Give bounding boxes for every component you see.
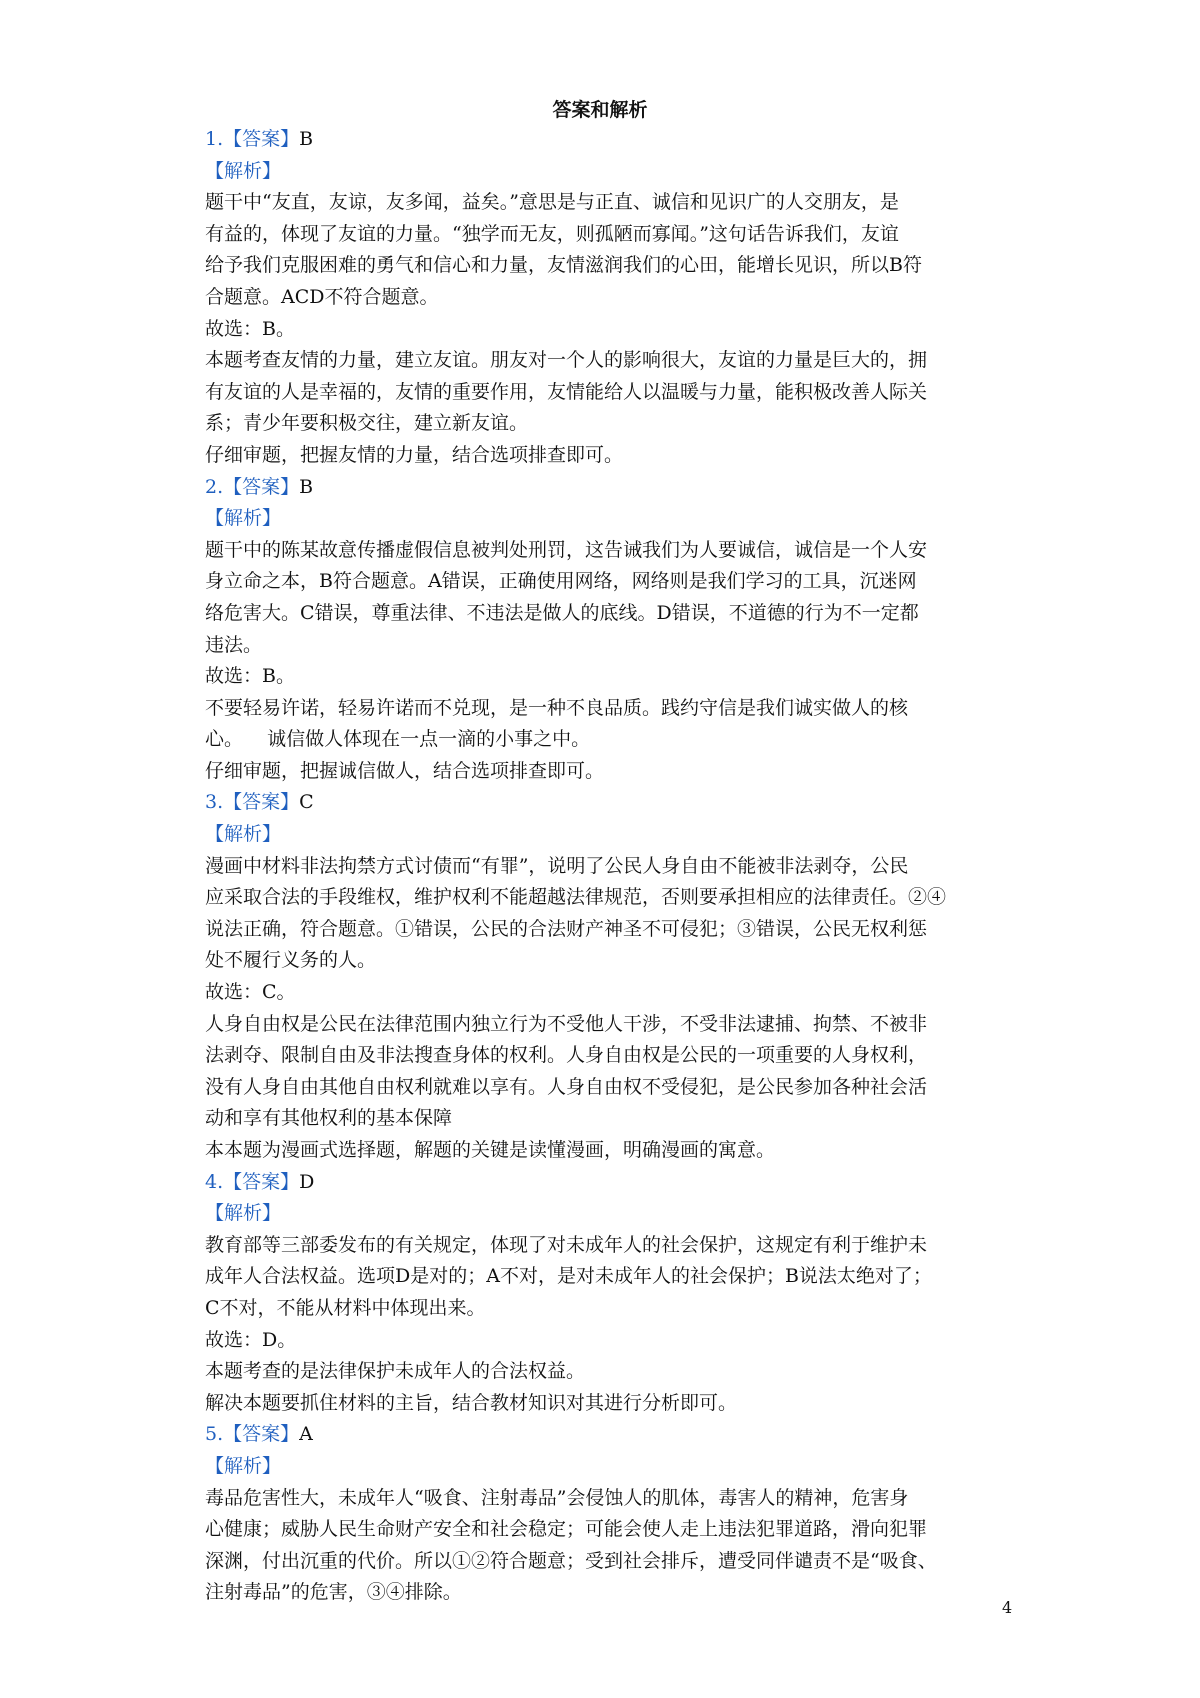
answer-label: 2.【答案】 xyxy=(205,475,300,498)
analysis-label: 【解析】 xyxy=(205,1454,282,1477)
analysis-text-line: 络危害大。C错误，尊重法律、不违法是做人的底线。D错误，不道德的行为不一定都 xyxy=(205,601,919,624)
answer-label: 5.【答案】 xyxy=(205,1423,300,1446)
question-answer-header xyxy=(205,1167,1005,1199)
analysis-text-line: 有益的，体现了友谊的力量。“独学而无友，则孤陋而寡闻。”这句话告诉我们，友谊 xyxy=(205,222,899,245)
analysis-text-line: 成年人合法权益。选项D是对的；A不对，是对未成年人的社会保护；B说法太绝对了； xyxy=(205,1265,932,1288)
analysis-text-line: 题干中“友直，友谅，友多闻，益矣。”意思是与正直、诚信和见识广的人交朋友，是 xyxy=(205,191,899,214)
page-number: 4 xyxy=(1002,1598,1013,1617)
analysis-label: 【解析】 xyxy=(205,507,282,530)
analysis-text-line: 有友谊的人是幸福的，友情的重要作用，友情能给人以温暖与力量，能积极改善人际关 xyxy=(205,380,928,403)
answer-label: 3.【答案】 xyxy=(205,791,300,814)
answer-content xyxy=(205,124,1005,1609)
analysis-text-line: 本本题为漫画式选择题，解题的关键是读懂漫画，明确漫画的寓意。 xyxy=(205,1139,776,1161)
analysis-text-line: 没有人身自由其他自由权利就难以享有。人身自由权不受侵犯，是公民参加各种社会活 xyxy=(205,1075,928,1098)
analysis-text-line: 心健康；威胁人民生命财产安全和社会稳定；可能会使人走上违法犯罪道路，滑向犯罪 xyxy=(205,1518,928,1541)
answer-label: 1.【答案】 xyxy=(205,128,300,150)
answer-label: 4.【答案】 xyxy=(205,1170,300,1193)
answer-value: B xyxy=(299,128,314,150)
analysis-text-line: 本题考查友情的力量，建立友谊。朋友对一个人的影响很大，友谊的力量是巨大的，拥 xyxy=(205,349,928,372)
analysis-text-line: 法剥夺、限制自由及非法搜查身体的权利。人身自由权是公民的一项重要的人身权利， xyxy=(205,1044,928,1067)
analysis-text-line: 给予我们克服困难的勇气和信心和力量，友情滋润我们的心田，能增长见识，所以B符 xyxy=(205,254,922,277)
analysis-text-line: 合题意。ACD不符合题意。 xyxy=(205,285,439,308)
answer-value: A xyxy=(299,1423,313,1446)
analysis-text-line: 解决本题要抓住材料的主旨，结合教材知识对其进行分析即可。 xyxy=(205,1391,738,1414)
analysis-text-line: 故选：C。 xyxy=(205,981,296,1004)
analysis-label: 【解析】 xyxy=(205,159,282,182)
question-answer-header xyxy=(205,124,1005,156)
analysis-text-line: 本题考查的是法律保护未成年人的合法权益。 xyxy=(205,1360,586,1383)
question-answer-header xyxy=(205,472,1005,504)
page-title: 答案和解析 xyxy=(552,99,648,121)
analysis-text-line: 仔细审题，把握友情的力量，结合选项排查即可。 xyxy=(205,443,624,466)
answer-value: C xyxy=(299,791,314,814)
analysis-text-line: 故选：B。 xyxy=(205,317,295,340)
answer-value: B xyxy=(299,475,314,498)
analysis-text-line: 人身自由权是公民在法律范围内独立行为不受他人干涉，不受非法逮捕、拘禁、不被非 xyxy=(205,1012,928,1035)
analysis-text-line: 教育部等三部委发布的有关规定，体现了对未成年人的社会保护，这规定有利于维护未 xyxy=(205,1233,928,1256)
analysis-label: 【解析】 xyxy=(205,823,282,846)
answer-value: D xyxy=(299,1170,315,1193)
analysis-text-line: 违法。 xyxy=(205,633,263,656)
analysis-text-line: 心。 诚信做人体现在一点一滴的小事之中。 xyxy=(205,728,591,751)
analysis-text-line: 说法正确，符合题意。①错误，公民的合法财产神圣不可侵犯；③错误，公民无权利惩 xyxy=(205,917,928,940)
analysis-label: 【解析】 xyxy=(205,1202,282,1225)
analysis-text-line: 深渊，付出沉重的代价。所以①②符合题意；受到社会排斥，遭受同伴谴责不是“吸食、 xyxy=(205,1549,937,1572)
analysis-text-line: 仔细审题，把握诚信做人，结合选项排查即可。 xyxy=(205,759,605,782)
analysis-text-line: 不要轻易许诺，轻易许诺而不兑现，是一种不良品质。践约守信是我们诚实做人的核 xyxy=(205,696,909,719)
analysis-text-line: 身立命之本，B符合题意。A错误，正确使用网络，网络则是我们学习的工具，沉迷网 xyxy=(205,570,917,593)
question-answer-header xyxy=(205,787,1005,819)
analysis-text-line: 故选：D。 xyxy=(205,1328,297,1351)
analysis-text-line: 动和享有其他权利的基本保障 xyxy=(205,1107,453,1130)
analysis-text-line: 注射毒品”的危害，③④排除。 xyxy=(205,1581,462,1604)
analysis-text-line: 系；青少年要积极交往，建立新友谊。 xyxy=(205,412,529,435)
analysis-text-line: 处不履行义务的人。 xyxy=(205,949,377,972)
analysis-text-line: 题干中的陈某故意传播虚假信息被判处刑罚，这告诫我们为人要诚信，诚信是一个人安 xyxy=(205,538,928,561)
analysis-text-line: 故选：B。 xyxy=(205,665,295,688)
analysis-text-line: C不对，不能从材料中体现出来。 xyxy=(205,1296,486,1319)
analysis-text-line: 应采取合法的手段维权，维护权利不能超越法律规范，否则要承担相应的法律责任。②④ xyxy=(205,886,947,909)
question-answer-header xyxy=(205,1419,1005,1451)
analysis-text-line: 毒品危害性大，未成年人“吸食、注射毒品”会侵蚀人的肌体，毒害人的精神，危害身 xyxy=(205,1486,909,1509)
analysis-text-line: 漫画中材料非法拘禁方式讨债而“有罪”，说明了公民人身自由不能被非法剥夺，公民 xyxy=(205,854,909,877)
